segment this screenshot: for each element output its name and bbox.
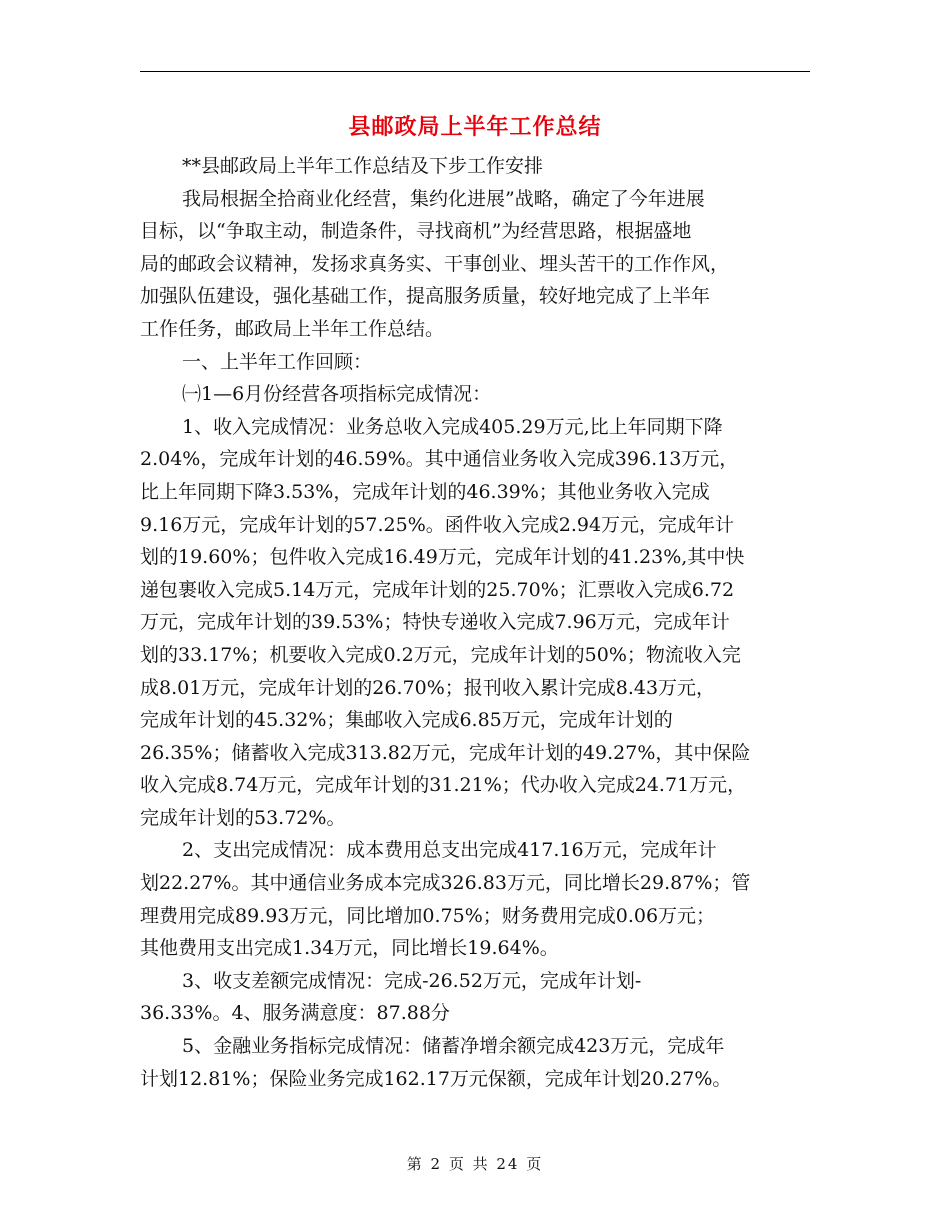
text-line: 划22.27%。其中通信业务成本完成326.83万元，同比增长29.87%；管	[140, 872, 751, 895]
text-line: 5、金融业务指标完成情况：储蓄净增余额完成423万元，完成年	[182, 1035, 725, 1058]
text-line: 成8.01万元，完成年计划的26.70%；报刊收入累计完成8.43万元，	[140, 676, 716, 699]
text-line: 划的33.17%；机要收入完成0.2万元，完成年计划的50%；物流收入完	[140, 643, 741, 666]
text-line: 万元，完成年计划的39.53%；特快专递收入完成7.96万元，完成年计	[140, 611, 730, 634]
text-line: 收入完成8.74万元，完成年计划的31.21%；代办收入完成24.71万元，	[140, 774, 747, 797]
text-line: 划的19.60%；包件收入完成16.49万元，完成年计划的41.23%,其中快	[140, 546, 745, 569]
text-line: 工作任务，邮政局上半年工作总结。	[140, 317, 445, 340]
text-line: 3、收支差额完成情况：完成-26.52万元，完成年计划-	[182, 969, 642, 992]
text-line: 其他费用支出完成1.34万元，同比增长19.64%。	[140, 937, 559, 960]
text-line: 目标，以“争取主动，制造条件，寻找商机”为经营思路，根据盛地	[140, 220, 692, 243]
page-footer: 第 2 页 共 24 页	[406, 1155, 544, 1173]
text-line: 2、支出完成情况：成本费用总支出完成417.16万元，完成年计	[182, 839, 717, 862]
text-line: 比上年同期下降3.53%，完成年计划的46.39%；其他业务收入完成	[140, 480, 710, 503]
text-line: 理费用完成89.93万元，同比增加0.75%；财务费用完成0.06万元；	[140, 904, 716, 927]
document-body	[140, 150, 820, 1095]
text-line: 9.16万元，完成年计划的57.25%。函件收入完成2.94万元，完成年计	[140, 513, 735, 536]
text-line: 26.35%；储蓄收入完成313.82万元，完成年计划的49.27%，其中保险	[140, 741, 751, 764]
text-line: 局的邮政会议精神，发扬求真务实、干事创业、埋头苦干的工作作风，	[140, 252, 730, 275]
text-line: 2.04%，完成年计划的46.59%。其中通信业务收入完成396.13万元，	[140, 448, 739, 471]
text-line: 1、收入完成情况：业务总收入完成405.29万元,比上年同期下降	[182, 415, 723, 438]
header-rule	[140, 71, 810, 72]
text-line: 加强队伍建设，强化基础工作，提高服务质量，较好地完成了上半年	[140, 285, 711, 308]
text-line: 36.33%。4、服务满意度：87.88分	[140, 1002, 450, 1025]
text-line: **县邮政局上半年工作总结及下步工作安排	[182, 155, 544, 177]
text-line: 完成年计划的53.72%。	[140, 806, 346, 829]
text-line: ㈠1—6月份经营各项指标完成情况：	[182, 383, 492, 406]
text-line: 一、上半年工作回顾：	[182, 350, 373, 373]
text-line: 完成年计划的45.32%；集邮收入完成6.85万元，完成年计划的	[140, 709, 673, 732]
document-title: 县邮政局上半年工作总结	[348, 114, 602, 140]
text-line: 计划12.81%；保险业务完成162.17万元保额，完成年计划20.27%。	[140, 1067, 732, 1090]
text-line: 递包裹收入完成5.14万元，完成年计划的25.70%；汇票收入完成6.72	[140, 578, 735, 601]
text-line: 我局根据全拾商业化经营，集约化进展”战略，确定了今年进展	[182, 187, 705, 210]
